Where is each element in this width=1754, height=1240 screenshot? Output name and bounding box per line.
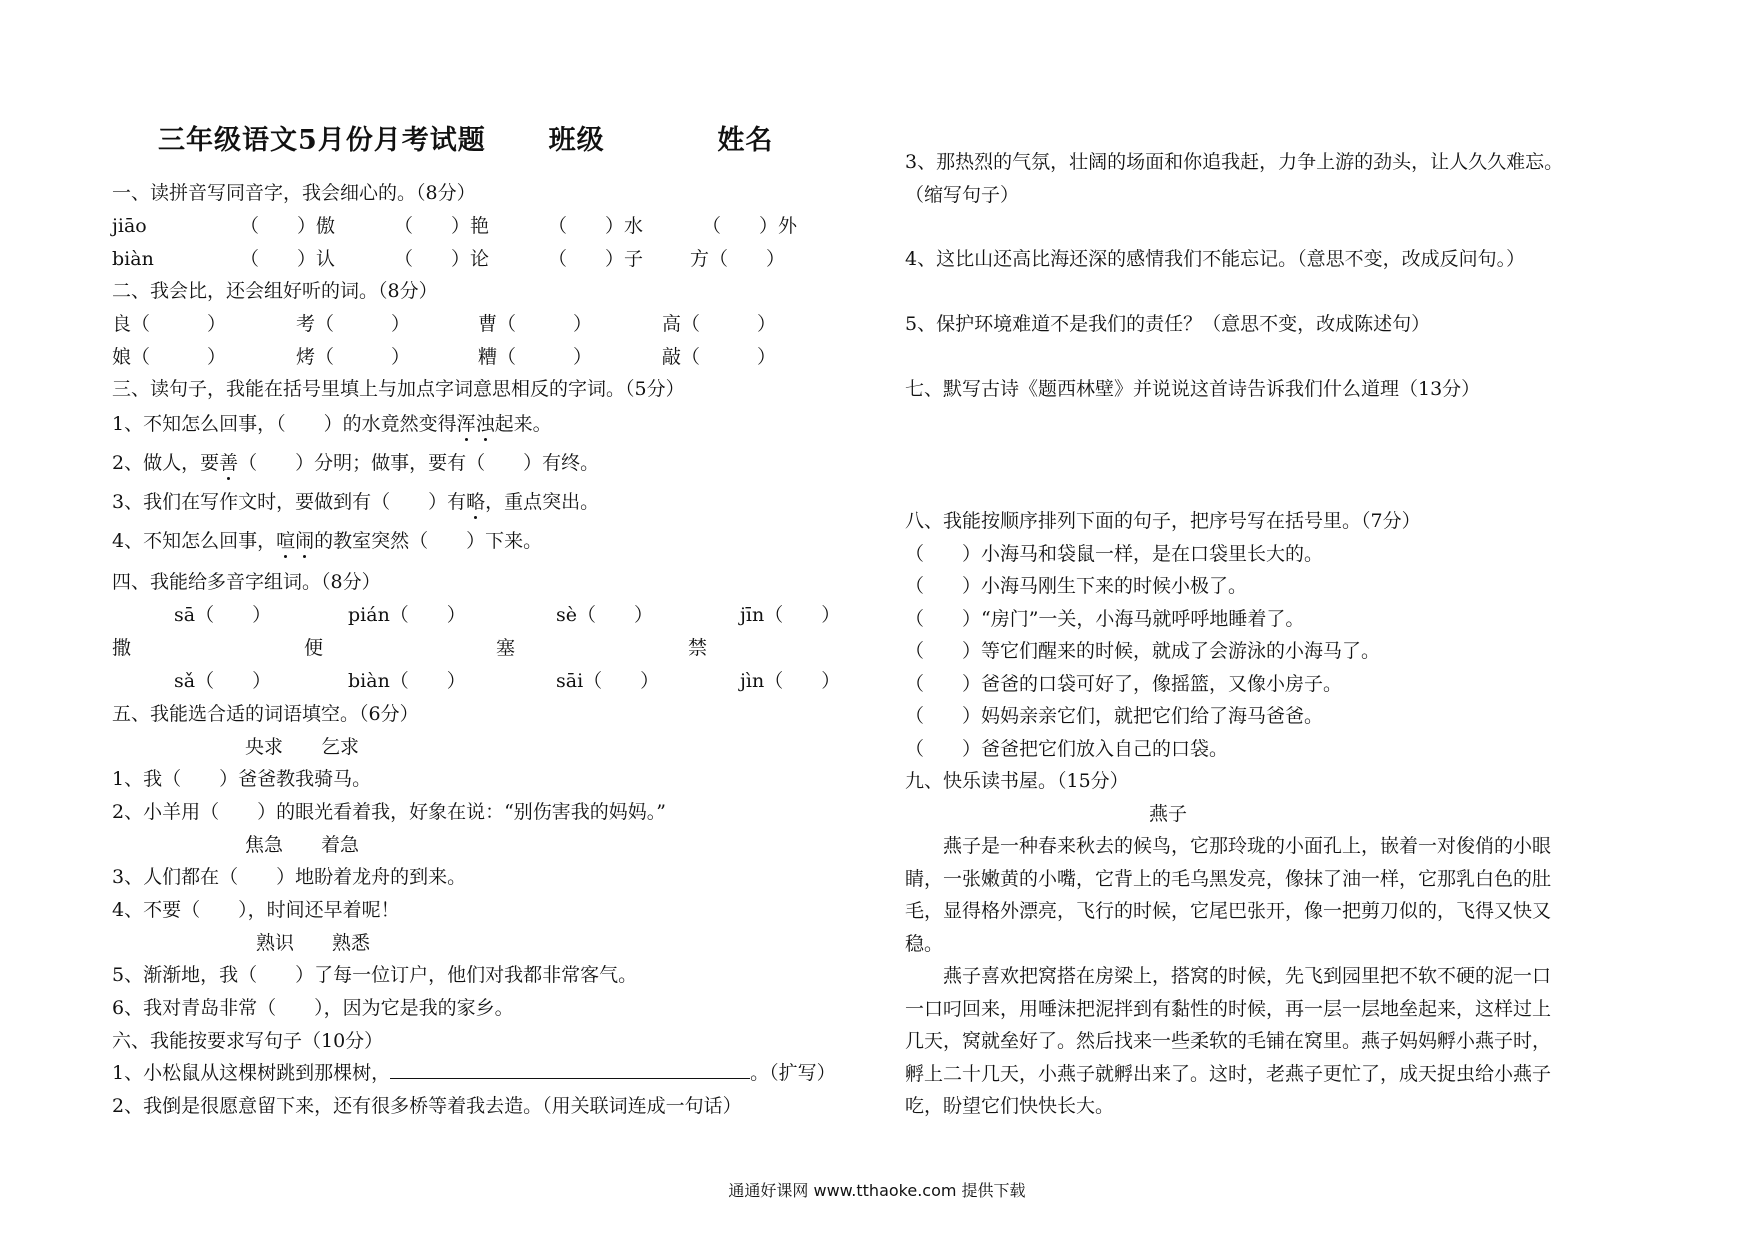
blank-item: （ ）子 — [548, 248, 644, 270]
dotted-char: 浑 — [456, 413, 476, 435]
blank-item: （ ）论 — [394, 248, 490, 270]
blank-item: （ ）外 — [702, 215, 798, 237]
s6-question-1 — [112, 1062, 836, 1084]
blank-item: （ ）傲 — [240, 215, 336, 237]
text: 4、不知怎么回事， — [112, 530, 277, 552]
passage-line: 吃，盼望它们快快长大。 — [905, 1095, 1115, 1117]
blank-item: （ ）水 — [548, 215, 644, 237]
order-item: （ ）爸爸把它们放入自己的口袋。 — [905, 738, 1229, 760]
passage-line: 孵上二十几天，小燕子就孵出来了。这时，老燕子更忙了，成天捉虫给小燕子 — [905, 1063, 1552, 1085]
passage-line: 几天，窝就垒好了。然后找来一些柔软的毛铺在窝里。燕子妈妈孵小燕子时， — [905, 1030, 1552, 1052]
order-item: （ ）小海马和袋鼠一样，是在口袋里长大的。 — [905, 543, 1324, 565]
word-item: 娘（ ） — [112, 346, 227, 368]
passage-line: 毛，显得格外漂亮，飞行的时候，它尾巴张开，像一把剪刀似的，飞得又快又 — [905, 900, 1552, 922]
pinyin-item: sǎ（ ） — [174, 670, 272, 692]
text: ，重点突出。 — [485, 491, 600, 513]
text: 的教室突然（ ）下来。 — [314, 530, 543, 552]
pinyin: biàn — [112, 248, 154, 270]
word-item: 糟（ ） — [478, 346, 593, 368]
passage-line: 燕子是一种春来秋去的候鸟，它那玲珑的小面孔上，嵌着一对俊俏的小眼 — [905, 835, 1552, 857]
section-9-heading: 九、快乐读书屋。（15分） — [905, 770, 1129, 792]
exam-title — [158, 125, 774, 156]
s6-question-3: 3、那热烈的气氛，壮阔的场面和你追我赶，力争上游的劲头，让人久久难忘。 — [905, 151, 1564, 173]
word-item: 高（ ） — [662, 313, 777, 335]
download-footer: 通通好课网 www.tthaoke.com 提供下载 — [728, 1181, 1026, 1200]
title-text: 三年级语文5月份月考试题 — [158, 125, 486, 156]
order-item: （ ）爸爸的口袋可好了，像摇篮，又像小房子。 — [905, 673, 1343, 695]
order-item: （ ）等它们醒来的时候，就成了会游泳的小海马了。 — [905, 640, 1381, 662]
passage-line: 一口叼回来，用唾沫把泥拌到有黏性的时候，再一层一层地垒起来，这样过上 — [905, 998, 1552, 1020]
s3-question-2 — [112, 452, 599, 474]
s3-question-4 — [112, 530, 542, 552]
s6-question-2: 2、我倒是很愿意留下来，还有很多桥等着我去造。（用关联词连成一句话） — [112, 1095, 742, 1117]
section-7-heading: 七、默写古诗《题西林壁》并说说这首诗告诉我们什么道理（13分） — [905, 378, 1481, 400]
text: 3、我们在写作文时，要做到有（ ）有 — [112, 491, 467, 513]
name-label: 姓名 — [717, 125, 774, 156]
text: 起来。 — [494, 413, 552, 435]
section-2-heading: 二、我会比，还会组好听的词。（8分） — [112, 280, 438, 302]
passage-line: 睛，一张嫩黄的小嘴，它背上的毛乌黑发亮，像抹了油一样，它那乳白色的肚 — [905, 868, 1552, 890]
answer-line[interactable] — [390, 1062, 750, 1079]
dotted-char: 闹 — [295, 530, 315, 552]
pinyin-item: sāi（ ） — [556, 670, 660, 692]
s5-question-6: 6、我对青岛非常（ ），因为它是我的家乡。 — [112, 997, 514, 1019]
word-item: 考（ ） — [296, 313, 411, 335]
pinyin-item: jīn（ ） — [740, 604, 841, 626]
class-label: 班级 — [548, 125, 605, 156]
dotted-char: 略 — [466, 491, 486, 513]
pinyin-item: biàn（ ） — [348, 670, 466, 692]
blank-item: 方（ ） — [690, 248, 786, 270]
s6-question-5: 5、保护环境难道不是我们的责任？（意思不变，改成陈述句） — [905, 313, 1431, 335]
passage-line: 燕子喜欢把窝搭在房梁上，搭窝的时候，先飞到园里把不软不硬的泥一口 — [905, 965, 1552, 987]
text: 。（扩写） — [750, 1062, 836, 1084]
poly-char: 塞 — [496, 637, 516, 659]
pinyin-item: pián（ ） — [348, 604, 466, 626]
s6-question-3-note: （缩写句子） — [905, 184, 1020, 206]
s3-question-3 — [112, 491, 599, 513]
blank-item: （ ）认 — [240, 248, 336, 270]
section-8-heading: 八、我能按顺序排列下面的句子，把序号写在括号里。（7分） — [905, 510, 1421, 532]
s6-question-4: 4、这比山还高比海还深的感情我们不能忘记。（意思不变，改成反问句。） — [905, 248, 1526, 270]
s5-question-2: 2、小羊用（ ）的眼光看着我，好象在说：“别伤害我的妈妈。” — [112, 801, 667, 823]
s5-question-3: 3、人们都在（ ）地盼着龙舟的到来。 — [112, 866, 467, 888]
section-5-heading: 五、我能选合适的词语填空。（6分） — [112, 703, 419, 725]
word-choice-group: 熟识 熟悉 — [256, 932, 371, 954]
blank-item: （ ）艳 — [394, 215, 490, 237]
text: 1、小松鼠从这棵树跳到那棵树， — [112, 1062, 391, 1084]
word-item: 敲（ ） — [662, 346, 777, 368]
dotted-char: 浊 — [475, 413, 495, 435]
poly-char: 禁 — [688, 637, 708, 659]
pinyin: jiāo — [112, 215, 147, 237]
poly-char: 撒 — [112, 637, 132, 659]
word-choice-group: 央求 乞求 — [245, 736, 360, 758]
passage-line: 稳。 — [905, 933, 944, 955]
text: 2、做人，要 — [112, 452, 220, 474]
text: 1、不知怎么回事，（ ）的水竟然变得 — [112, 413, 457, 435]
dotted-char: 喧 — [276, 530, 296, 552]
order-item: （ ）妈妈亲亲它们，就把它们给了海马爸爸。 — [905, 705, 1324, 727]
text: （ ）分明；做事，要有（ ）有终。 — [238, 452, 600, 474]
section-1-heading: 一、读拼音写同音字，我会细心的。（8分） — [112, 182, 476, 204]
poly-char: 便 — [304, 637, 324, 659]
section-4-heading: 四、我能给多音字组词。（8分） — [112, 571, 381, 593]
pinyin-item: jìn（ ） — [740, 670, 841, 692]
s5-question-4: 4、不要（ ），时间还早着呢！ — [112, 899, 400, 921]
s5-question-1: 1、我（ ）爸爸教我骑马。 — [112, 768, 372, 790]
s3-question-1 — [112, 413, 552, 435]
word-item: 曹（ ） — [478, 313, 593, 335]
order-item: （ ）小海马刚生下来的时候小极了。 — [905, 575, 1248, 597]
pinyin-item: sè（ ） — [556, 604, 653, 626]
word-item: 烤（ ） — [296, 346, 411, 368]
section-3-heading: 三、读句子，我能在括号里填上与加点字词意思相反的字词。（5分） — [112, 378, 685, 400]
pinyin-item: sā（ ） — [174, 604, 272, 626]
passage-title: 燕子 — [1149, 803, 1188, 825]
s5-question-5: 5、渐渐地，我（ ）了每一位订户，他们对我都非常客气。 — [112, 964, 638, 986]
word-item: 良（ ） — [112, 313, 227, 335]
order-item: （ ）“房门”一关，小海马就呼呼地睡着了。 — [905, 608, 1305, 630]
dotted-char: 善 — [219, 452, 239, 474]
word-choice-group: 焦急 着急 — [245, 834, 360, 856]
section-6-heading: 六、我能按要求写句子（10分） — [112, 1030, 384, 1052]
